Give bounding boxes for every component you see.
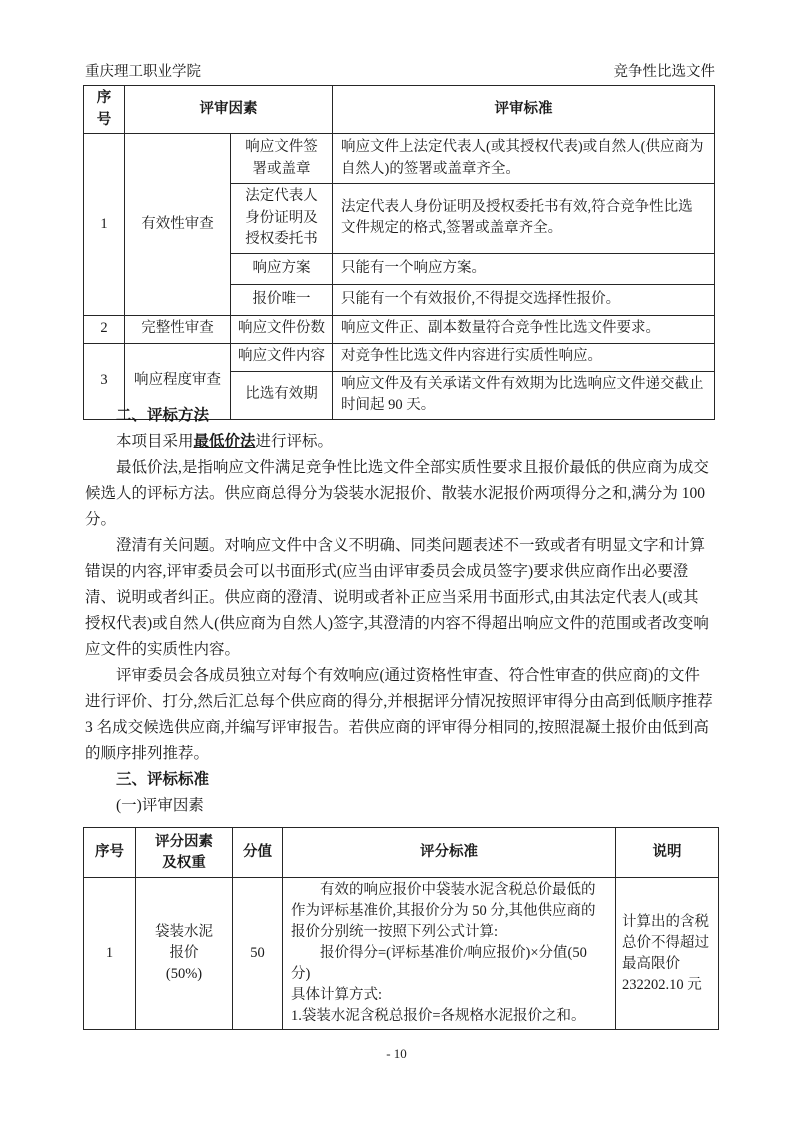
col-header-note: 说明 bbox=[616, 828, 719, 878]
page-number: - 10 bbox=[386, 1046, 407, 1061]
row-no: 3 bbox=[84, 343, 125, 419]
col-header-no: 序号 bbox=[84, 86, 125, 134]
method-p1-prefix: 本项目采用 bbox=[116, 433, 194, 450]
row-category: 有效性审查 bbox=[125, 134, 231, 316]
row-standard: 响应文件上法定代表人(或其授权代表)或自然人(供应商为自然人)的签署或盖章齐全。 bbox=[333, 134, 715, 184]
row-factor: 比选有效期 bbox=[231, 371, 333, 419]
row-factor: 响应文件份数 bbox=[231, 315, 333, 343]
body-content bbox=[85, 403, 714, 819]
review-factors-table bbox=[83, 85, 714, 420]
criteria-paragraph-4: 1.袋装水泥含税总报价=各规格水泥报价之和。 bbox=[291, 1008, 586, 1024]
col-header-factor: 评审因素 bbox=[125, 86, 333, 134]
row-category: 响应程度审查 bbox=[125, 343, 231, 419]
section-heading-method: 二、评标方法 bbox=[116, 407, 210, 424]
criteria-paragraph-1: 有效的响应报价中袋装水泥含税总价最低的作为评标基准价,其报价分为 50 分,其他供应商的报价分别统一按照下列公式计算: bbox=[291, 882, 596, 940]
row-factor: 响应方案 bbox=[231, 253, 333, 284]
header-doc-type: 竞争性比选文件 bbox=[613, 64, 715, 80]
row-standard: 只能有一个响应方案。 bbox=[333, 253, 715, 284]
header-org-name: 重庆理工职业学院 bbox=[85, 64, 201, 80]
section-heading-criteria: 三、评标标准 bbox=[116, 771, 210, 788]
row-no: 1 bbox=[84, 878, 136, 1030]
col-header-score: 分值 bbox=[233, 828, 283, 878]
row-factor-weight bbox=[136, 878, 233, 1030]
col-header-criteria: 评分标准 bbox=[283, 828, 616, 878]
criteria-paragraph-2: 报价得分=(评标基准价/响应报价)×分值(50 分) bbox=[291, 945, 587, 982]
method-p1-emphasis: 最低价法 bbox=[193, 433, 256, 450]
method-paragraph-2: 最低价法,是指响应文件满足竞争性比选文件全部实质性要求且报价最低的供应商为成交候选人的评标方法。供应商总得分为袋装水泥报价、散装水泥报价两项得分之和,满分为 100 分。 bbox=[85, 459, 709, 528]
row-standard: 只能有一个有效报价,不得提交选择性报价。 bbox=[333, 284, 715, 315]
row-note: 计算出的含税总价不得超过最高限价 232202.10 元 bbox=[616, 878, 719, 1030]
row-category: 完整性审查 bbox=[125, 315, 231, 343]
row-standard: 响应文件正、副本数量符合竞争性比选文件要求。 bbox=[333, 315, 715, 343]
row-factor: 法定代表人身份证明及授权委托书 bbox=[231, 184, 333, 254]
scoring-table-header-row bbox=[84, 828, 719, 878]
method-p1-suffix: 进行评标。 bbox=[255, 433, 334, 450]
method-paragraph-4: 评审委员会各成员独立对每个有效响应(通过资格性审查、符合性审查的供应商)的文件进行评价、打分,然后汇总每个供应商的得分,并根据评分情况按照评审得分由高到低顺序推荐 3 名成交候选供应商,并编写评审报告。若供应商的评审得分相同的,按照混凝土报价由低到高的顺序排列推荐。 bbox=[85, 667, 713, 762]
table-row bbox=[84, 315, 715, 343]
factor-line: 袋装水泥 bbox=[155, 924, 213, 940]
row-factor: 响应文件签署或盖章 bbox=[231, 134, 333, 184]
page-footer bbox=[0, 1046, 793, 1062]
criteria-paragraph-3: 具体计算方式: bbox=[291, 987, 383, 1003]
row-no: 2 bbox=[84, 315, 125, 343]
subsection-heading-factors: (一)评审因素 bbox=[116, 797, 204, 814]
factor-header-line1: 评分因素 bbox=[155, 833, 213, 850]
factor-line: (50%) bbox=[165, 966, 203, 982]
row-no: 1 bbox=[84, 134, 125, 316]
row-factor: 响应文件内容 bbox=[231, 343, 333, 371]
factor-line: 报价 bbox=[169, 945, 199, 961]
row-factor: 报价唯一 bbox=[231, 284, 333, 315]
scoring-table bbox=[83, 827, 718, 1030]
row-standard: 法定代表人身份证明及授权委托书有效,符合竞争性比选文件规定的格式,签署或盖章齐全。 bbox=[333, 184, 715, 254]
table-row bbox=[84, 134, 715, 184]
col-header-standard: 评审标准 bbox=[333, 86, 715, 134]
row-standard: 响应文件及有关承诺文件有效期为比选响应文件递交截止时间起 90 天。 bbox=[333, 371, 715, 419]
method-paragraph-1 bbox=[85, 429, 714, 455]
col-header-no: 序号 bbox=[84, 828, 136, 878]
row-criteria bbox=[283, 878, 616, 1030]
table-row bbox=[84, 878, 719, 1030]
factor-header-line2: 及权重 bbox=[162, 854, 206, 871]
row-score: 50 bbox=[233, 878, 283, 1030]
col-header-factor-weight bbox=[136, 828, 233, 878]
page-header bbox=[85, 60, 715, 81]
method-paragraph-3: 澄清有关问题。对响应文件中含义不明确、同类问题表述不一致或者有明显文字和计算错误的内容,评审委员会可以书面形式(应当由评审委员会成员签字)要求供应商作出必要澄清、说明或者纠正。供应商的澄清、说明或者补正应当采用书面形式,由其法定代表人(或其授权代表)或自然人(供应商为自然人)签字,其澄清的内容不得超出响应文件的范围或者改变响应文件的实质性内容。 bbox=[85, 537, 709, 658]
review-table-header-row bbox=[84, 86, 715, 134]
row-standard: 对竞争性比选文件内容进行实质性响应。 bbox=[333, 343, 715, 371]
table-row bbox=[84, 343, 715, 371]
